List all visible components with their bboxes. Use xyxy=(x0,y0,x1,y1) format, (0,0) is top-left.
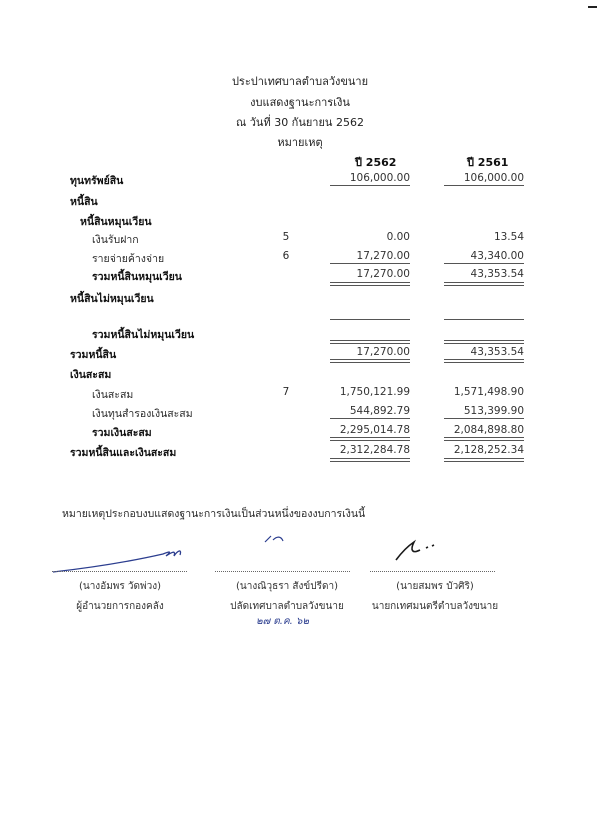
row-deposit-v1: 0.00 xyxy=(386,231,410,243)
signer-1-name: (นางอัมพร วัดพ่วง) xyxy=(78,581,162,592)
section-equity: เงินสะสม xyxy=(70,369,112,381)
statement-date: ณ วันที่ 30 กันยายน 2562 xyxy=(236,116,364,129)
row-total-current-liab-v2: 43,353.54 xyxy=(470,268,524,280)
row-total-liab-v2: 43,353.54 xyxy=(470,346,524,358)
total-current-liab-double-1 xyxy=(330,282,410,286)
row-deposit-note: 5 xyxy=(282,231,290,243)
row-accum-note: 7 xyxy=(282,386,290,398)
total-noncurrent-double-1 xyxy=(330,340,410,344)
reserve-underline-2 xyxy=(444,418,524,419)
row-total-equity-v2: 2,084,898.80 xyxy=(453,424,524,436)
row-total-current-liab-v1: 17,270.00 xyxy=(356,268,410,280)
org-name: ประปาเทศบาลตำบลวังขนาย xyxy=(231,75,369,88)
signer-1-title: ผู้อำนวยการกองคลัง xyxy=(76,601,164,612)
section-noncurrent-liabilities: หนี้สินไม่หมุนเวียน xyxy=(70,293,154,305)
row-reserve-label: เงินทุนสำรองเงินสะสม xyxy=(92,408,193,420)
total-current-liab-double-2 xyxy=(444,282,524,286)
signature-3-scribble xyxy=(388,536,448,566)
row-capital-label: ทุนทรัพย์สิน xyxy=(70,175,124,187)
signer-3-title: นายกเทศมนตรีตำบลวังขนาย xyxy=(371,601,499,612)
signature-line-2 xyxy=(215,571,350,572)
signer-2-name: (นางณิวุธรา สังข์ปรีดา) xyxy=(236,581,338,592)
total-liab-double-1 xyxy=(330,359,410,363)
row-total-all-v1: 2,312,284.78 xyxy=(339,444,410,456)
signer-2-title: ปลัดเทศบาลตำบลวังขนาย xyxy=(230,601,344,612)
section-current-liabilities: หนี้สินหมุนเวียน xyxy=(80,216,152,228)
noncurrent-underline-1 xyxy=(330,319,410,320)
row-total-liab-v1: 17,270.00 xyxy=(356,346,410,358)
row-deposit-v2: 13.54 xyxy=(493,231,524,243)
row-total-all-v2: 2,128,252.34 xyxy=(453,444,524,456)
row-capital-v1: 106,000.00 xyxy=(349,172,410,184)
total-all-double-1 xyxy=(330,458,410,462)
year-current: ปี 2562 xyxy=(355,156,397,169)
reserve-underline-1 xyxy=(330,418,410,419)
row-reserve-v2: 513,399.90 xyxy=(463,405,524,417)
row-capital-v2: 106,000.00 xyxy=(463,172,524,184)
row-total-noncurrent-liab-label: รวมหนี้สินไม่หมุนเวียน xyxy=(92,329,195,341)
row-total-liab-label: รวมหนี้สิน xyxy=(70,349,117,361)
signer-2-handwritten-date: ๒๗ ต.ค. ๖๒ xyxy=(256,616,309,627)
signature-1-scribble xyxy=(48,540,188,580)
row-accum-v2: 1,571,498.90 xyxy=(453,386,524,398)
footnote: หมายเหตุประกอบงบแสดงฐานะการเงินเป็นส่วนหนึ่งของงบการเงินนี้ xyxy=(62,508,366,520)
total-all-double-2 xyxy=(444,458,524,462)
signature-2-scribble xyxy=(255,528,295,548)
total-liab-double-2 xyxy=(444,359,524,363)
row-total-all-label: รวมหนี้สินและเงินสะสม xyxy=(70,447,177,459)
accrued-underline-1 xyxy=(330,263,410,264)
note-column-header: หมายเหตุ xyxy=(277,136,323,149)
row-accum-v1: 1,750,121.99 xyxy=(339,386,410,398)
row-total-equity-v1: 2,295,014.78 xyxy=(339,424,410,436)
capital-underline-2 xyxy=(444,185,524,186)
capital-underline-1 xyxy=(330,185,410,186)
signature-line-3 xyxy=(370,571,495,572)
total-equity-double-1 xyxy=(330,437,410,441)
page-corner-mark xyxy=(588,6,597,8)
row-accrued-v2: 43,340.00 xyxy=(470,250,524,262)
noncurrent-underline-2 xyxy=(444,319,524,320)
accrued-underline-2 xyxy=(444,263,524,264)
row-accum-label: เงินสะสม xyxy=(92,389,134,401)
row-accrued-v1: 17,270.00 xyxy=(356,250,410,262)
row-total-current-liab-label: รวมหนี้สินหมุนเวียน xyxy=(92,271,182,283)
row-deposit-label: เงินรับฝาก xyxy=(92,234,139,246)
row-reserve-v1: 544,892.79 xyxy=(349,405,410,417)
total-equity-double-2 xyxy=(444,437,524,441)
row-accrued-note: 6 xyxy=(282,250,290,262)
row-total-equity-label: รวมเงินสะสม xyxy=(92,427,152,439)
row-accrued-label: รายจ่ายค้างจ่าย xyxy=(92,253,165,265)
statement-title: งบแสดงฐานะการเงิน xyxy=(250,96,350,109)
signer-3-name: (นายสมพร บัวศิริ) xyxy=(396,581,474,592)
signature-line-1 xyxy=(52,571,187,572)
year-prior: ปี 2561 xyxy=(467,156,509,169)
total-noncurrent-double-2 xyxy=(444,340,524,344)
section-liabilities: หนี้สิน xyxy=(70,196,98,208)
